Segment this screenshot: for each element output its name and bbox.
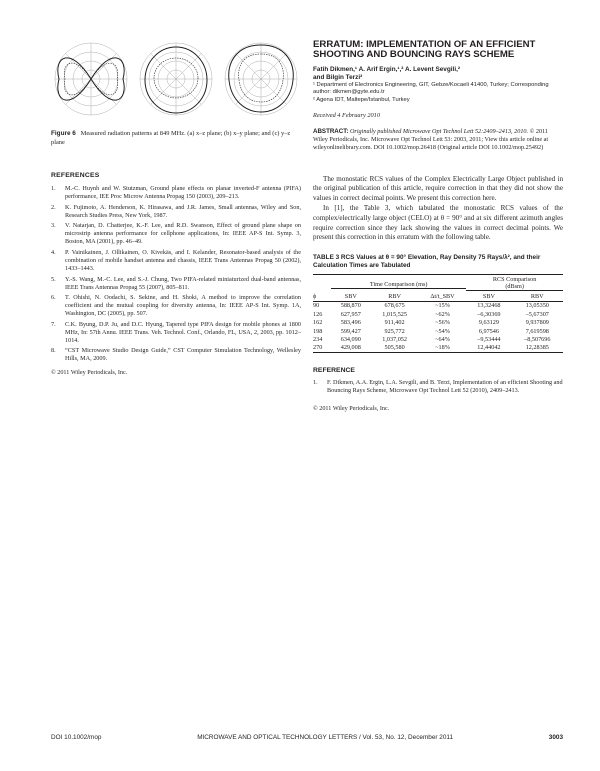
rcs-table	[313, 274, 563, 353]
erratum-title: ERRATUM: IMPLEMENTATION OF AN EFFICIENT SHOOTING AND BOUNCING RAYS SCHEME	[313, 39, 536, 61]
reference-text: M.-C. Huynh and W. Stutzman, Ground plane effects on planar inverted-F antenna (PIFA) performance, IEE Proc Microw Antenna Propag 150 (2003), 209–213.	[65, 185, 301, 201]
table-cell: 126	[313, 310, 323, 318]
footer-journal: MICROWAVE AND OPTICAL TECHNOLOGY LETTERS / Vol. 53, No. 12, December 2011	[197, 734, 454, 741]
paragraph-1: The monostatic RCS values of the Complex Electrically Large Object published in the original publication of this article, require correction in that they did not show the values in correct decimal points. We present this correction here.	[313, 174, 563, 202]
table-cell: 429,008	[340, 344, 361, 352]
radiation-plot-xz	[51, 40, 131, 118]
reference-item	[313, 379, 563, 395]
reference-item	[51, 321, 301, 345]
table-row	[313, 344, 563, 353]
table-cell: 9,63129	[478, 319, 499, 327]
table-cell: ~64%	[435, 335, 450, 343]
erratum-body	[313, 175, 563, 243]
table-cell: 634,090	[340, 335, 361, 343]
table-header-cell: ϕ	[313, 292, 317, 300]
table-cell: 6,97546	[478, 327, 499, 335]
paragraph-2: In [1], the Table 3, which tabulated the monostatic RCS values of the complex/electrically large object (CELO) at θ = 90° and at six different azimuth angles require correction since they lack showing the values in correct decimal points. We present this correction in this erratum with the following table.	[313, 204, 563, 242]
table-cell: ~15%	[435, 302, 450, 310]
reference-number: 4.	[51, 248, 56, 256]
reference-text: “CST Microwave Studio Design Guide,” CST Computer Simulation Technology, Wellesley Hills, MA, 2009.	[65, 347, 301, 363]
footer-doi: DOI 10.1002/mop	[51, 734, 102, 741]
reference-text: Y.-S. Wang, M.-C. Lee, and S.-J. Chung, Two PIFA-related miniaturized dual-band antennas, IEEE Trans Antennas Propag 55 (2007), 805–811.	[65, 275, 301, 291]
reference-text: V. Natarjan, D. Chatterjee, K.-F. Lee, and R.D. Swanson, Effect of ground plane shape on microstrip antenna performance for cellphone applications, In: IEEE AP-S Int. Symp. 3, Boston, MA (2001), pp. 46–49.	[65, 222, 301, 246]
reference-item	[51, 347, 301, 363]
table-cell: –6,30369	[477, 310, 501, 318]
table-cell: 12,44042	[477, 344, 501, 352]
table-cell: –8,507696	[524, 335, 551, 343]
table-header-cell: RBV	[388, 292, 401, 300]
table-cell: ~18%	[435, 344, 450, 352]
table-cell: 13,05350	[525, 302, 549, 310]
table-group-time	[331, 274, 466, 292]
table-cell: 13,32468	[477, 302, 501, 310]
reference-number: 2.	[51, 203, 56, 211]
table-row	[313, 319, 563, 327]
table-header-cell: SBV	[344, 292, 357, 300]
references-heading: REFERENCES	[51, 172, 100, 180]
table-cell: 583,496	[340, 319, 361, 327]
received-date: Received 4 February 2010	[313, 112, 380, 120]
reference-heading: REFERENCE	[313, 367, 355, 375]
abstract-label: ABSTRACT:	[313, 128, 349, 136]
table-cell: 678,675	[384, 302, 405, 310]
table-cell: 90	[313, 302, 320, 310]
table-cell: 925,772	[384, 327, 405, 335]
table-cell: 9,937809	[525, 319, 549, 327]
table-cell: 1,015,525	[382, 310, 407, 318]
table-cell: 911,402	[384, 319, 405, 327]
author-list	[313, 66, 563, 82]
table-cell: 1,037,052	[382, 335, 407, 343]
table-cell: –9,53444	[477, 335, 501, 343]
table-group-rcs-label-2: (dBsm)	[466, 283, 563, 291]
abstract-citation: Originally published Microwave Opt Technol Lett 52:2409–2413, 2010.	[349, 128, 529, 136]
table-header-cell: Δt/t_SBV	[430, 292, 455, 300]
table-cell: ~62%	[435, 310, 450, 318]
table-cell: 270	[313, 344, 323, 352]
reference-number: 1.	[51, 185, 56, 193]
abstract	[313, 128, 563, 153]
table-cell: 505,580	[384, 344, 405, 352]
table-cell: 627,957	[340, 310, 361, 318]
table-cell: 588,870	[340, 302, 361, 310]
table-cell: 162	[313, 319, 323, 327]
table-header-cell: RBV	[530, 292, 544, 300]
figure-label: Figure 6	[51, 130, 76, 137]
table-header-row	[313, 292, 563, 302]
table-group-rcs-label-1: RCS Comparison	[492, 275, 537, 283]
table-group-time-label: Time Comparison (ms)	[331, 281, 466, 289]
table-cell: 234	[313, 335, 323, 343]
table-cell: ~56%	[435, 319, 450, 327]
table-row	[313, 335, 563, 343]
abstract-text: © 2011 Wiley Periodicals, Inc. Microwave Opt Technol Lett 53: 2003, 2011; View this article online at wileyonlinelibrary.com. DOI 10.1002/mop.26418 (Original article DOI 10.1002/mop.25492)	[313, 128, 549, 152]
table-cell: 599,427	[340, 327, 361, 335]
affiliation-2: ² Agena IDT, Maltepe/Istanbul, Turkey	[313, 96, 410, 103]
reference-number: 5.	[51, 275, 56, 283]
figure-caption	[51, 130, 301, 147]
reference-number: 7.	[51, 320, 56, 328]
affiliation-1: ¹ Department of Electronics Engineering, GIT, Gebze/Kocaeli 41400, Turkey; Corresponding author: dikmen@gyte.edu.tr	[313, 81, 549, 96]
authors-line-1: Fatih Dikmen,¹ A. Arif Ergin,¹,² A. Levent Sevgili,²	[313, 65, 460, 73]
table-corner	[313, 274, 331, 292]
table-header-cell: SBV	[482, 292, 495, 300]
reference-item	[51, 222, 301, 246]
reference-text: T. Ohishi, N. Oodachi, S. Sekine, and H. Shoki, A method to improve the correlation coefficient and the mutual coupling for diversity antenna, In: IEEE AP-S Int. Symp. 1A, Washington, DC (2005), pp. 507.	[65, 294, 301, 318]
table-group-rcs	[466, 274, 563, 292]
left-column	[51, 40, 301, 376]
radiation-plots	[51, 40, 301, 118]
table-cell: 7,619598	[525, 327, 549, 335]
reference-text: K. Fujimoto, A. Henderson, K. Hirasawa, and J.R. James, Small antennas, Wiley and Son, Research Studies Press, New York, 1987.	[65, 203, 301, 219]
reference-text: F. Dikmen, A.A. Ergin, L.A. Sevgili, and B. Terzi, Implementation of an efficient Shooting and Bouncing Rays Scheme, Microwave Opt Technol Lett 52 (2010), 2409–2413.	[327, 379, 563, 395]
table-row	[313, 301, 563, 310]
references-list	[51, 185, 301, 363]
figure-caption-text: Measured radiation patterns at 849 MHz. (a) x–z plane; (b) x–y plane; and (c) y–z plane	[51, 130, 291, 146]
reference-number: 6.	[51, 294, 56, 302]
reference-item	[51, 276, 301, 292]
reference-item	[51, 185, 301, 201]
radiation-plot-yz	[221, 40, 301, 118]
table-row	[313, 310, 563, 318]
reference-text: P. Vainikainen, J. Ollikainen, O. Kivekäs, and I. Kelander, Resonator-based analysis of the combination of mobile handset antenna and chassis, IEEE Trans Antennas Propag 50 (2002), 1433–1443.	[65, 248, 301, 272]
reference-item	[51, 294, 301, 318]
table-cell: 12,28385	[525, 344, 549, 352]
right-column	[313, 40, 563, 412]
table-row	[313, 327, 563, 335]
reference-number: 3.	[51, 222, 56, 230]
reference-number: 8.	[51, 347, 56, 355]
radiation-plot-xy	[136, 40, 216, 118]
table-cell: ~54%	[435, 327, 450, 335]
table-cell: 198	[313, 327, 323, 335]
page-number: 3003	[548, 734, 563, 741]
reference-item	[51, 204, 301, 220]
page-footer	[51, 734, 563, 741]
authors-line-2: and Bilgin Terzi²	[313, 73, 363, 81]
copyright-left: © 2011 Wiley Periodicals, Inc.	[51, 369, 128, 377]
copyright-right: © 2011 Wiley Periodicals, Inc.	[313, 405, 390, 413]
table-body	[313, 301, 563, 352]
reference-text: C.K. Byung, D.P. Ju, and D.C. Hyung, Tapered type PIFA design for mobile phones at 1800 MHz, In: 57th Annu. IEEE Trans. Veh. Technol. Conf., Orlando, FL, USA, 2, 2003, pp. 1012–1014.	[65, 320, 301, 344]
reference-item	[51, 249, 301, 273]
table-caption: TABLE 3 RCS Values at θ = 90° Elevation, Ray Density 75 Rays/λ², and their Calculation Times are Tabulated	[313, 253, 541, 269]
table-cell: –5,67307	[525, 310, 549, 318]
reference-number: 1.	[313, 379, 318, 387]
